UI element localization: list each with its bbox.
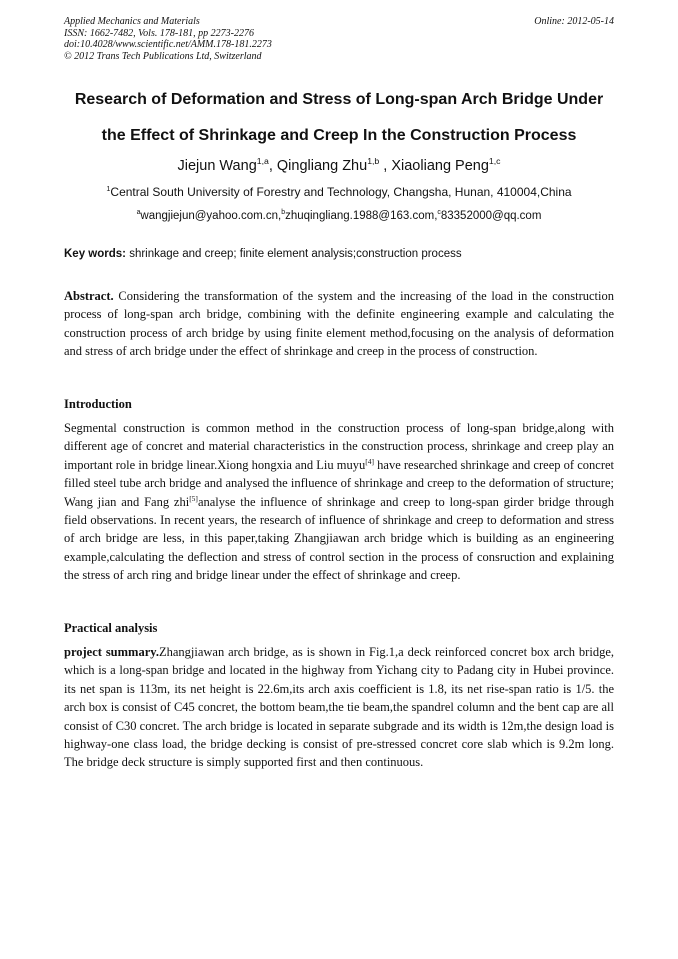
paper-title-line-2: the Effect of Shrinkage and Creep In the Construction Process	[101, 127, 577, 144]
citation-5[interactable]: [5]	[189, 493, 198, 503]
abstract-label: Abstract.	[64, 289, 114, 303]
journal-header	[64, 16, 272, 62]
doi-line: doi:10.4028/www.scientific.net/AMM.178-181.2273	[64, 39, 272, 50]
keywords-label: Key words:	[64, 248, 126, 260]
keywords	[64, 248, 624, 260]
email-b-mark: b	[281, 209, 286, 217]
intro-text-1: Segmental construction is common method in the construction process of long-span bridge,along with different age of concret and material characteristics in the construction process, shrinkage and creep play an important role in bridge linear.Xiong hongxia and Liu muyu	[64, 421, 614, 472]
project-summary-label: project summary.	[64, 645, 159, 659]
project-summary-paragraph	[64, 643, 614, 772]
email-b[interactable]: zhuqingliang.1988@163.com,	[285, 210, 438, 222]
affiliation-mark: 1	[106, 184, 111, 193]
practical-analysis-heading: Practical analysis	[64, 621, 158, 635]
affiliation-text: Central South University of Forestry and Technology, Changsha, Hunan, 410004,China	[110, 185, 572, 199]
abstract-text: Considering the transformation of the system and the increasing of the load in the construction process of long-span arch bridge, combining with the definite engineering example and calculating the construction process of arch bridge by using finite element method,focusing on the analysis of deformation and stress of arch bridge under the effect of shrinkage and creep in the process of construction.	[64, 289, 614, 359]
author-2: , Qingliang Zhu	[268, 158, 368, 174]
paper-title-line-1: Research of Deformation and Stress of Long-span Arch Bridge Under	[74, 91, 604, 108]
email-a[interactable]: wangjiejun@yahoo.com.cn,	[140, 210, 282, 222]
issn-line: ISSN: 1662-7482, Vols. 178-181, pp 2273-2276	[64, 27, 254, 39]
online-date: Online: 2012-05-14	[534, 16, 614, 27]
email-c[interactable]: 83352000@qq.com	[440, 210, 542, 222]
affiliation	[40, 185, 638, 199]
project-summary-text: Zhangjiawan arch bridge, as is shown in Fig.1,a deck reinforced concret box arch bridge, which is a long-span bridge and located in the highway from Yichang city to Padang city in Hubei province. its net span is 113m, its net height is 22.6m,its arch axis coefficient is 1.8, its net rise-span ratio is 1/5. the arch box is consist of C45 concret, the bottom beam,the tie beam,the spandrel column and the bent cap are all consist of C30 concret. The arch bridge is located in separate subgrade and its width is 12m,the design load is highway-one class load, the bridge decking is consist of pre-stressed concret core slab which is 9.2m long. The bridge deck structure is simply supported first and then continuous.	[64, 645, 614, 770]
copyright-line: © 2012 Trans Tech Publications Ltd, Switzerland	[64, 50, 262, 62]
intro-text-2: have researched shrinkage and creep of concret filled steel tube arch bridge and analysed the influence of shrinkage and creep to the deformation of structure; Wang jian and Fang zhi	[64, 457, 614, 509]
abstract	[64, 287, 614, 361]
email-a-mark: a	[136, 209, 141, 217]
introduction-paragraph	[64, 419, 614, 585]
author-list	[40, 158, 638, 174]
journal-name: Applied Mechanics and Materials	[64, 16, 200, 27]
citation-4[interactable]: [4]	[365, 456, 374, 466]
author-3: , Xiaoliang Peng	[379, 158, 489, 174]
author-3-affil: 1,c	[488, 156, 501, 167]
email-c-mark: c	[437, 209, 441, 217]
email-list	[40, 210, 638, 222]
introduction-heading: Introduction	[64, 397, 132, 411]
author-2-affil: 1,b	[367, 156, 380, 167]
intro-text-3: analyse the influence of shrinkage and creep to long-span girder bridge through field observations. In recent years, the research of influence of shrinkage and creep to deformation and stress of arch bridge are less, in this paper,taking Zhangjiawan arch bridge which is building as an engineering example,calculating the deflection and stress of control section in the process of consruction and explaining the stress of arch ring and bridge linear under the effect of shrinkage and creep.	[64, 494, 614, 583]
author-1: Jiejun Wang	[177, 158, 257, 174]
author-1-affil: 1,a	[256, 156, 269, 167]
keywords-text: shrinkage and creep; finite element analysis;construction process	[126, 248, 462, 260]
